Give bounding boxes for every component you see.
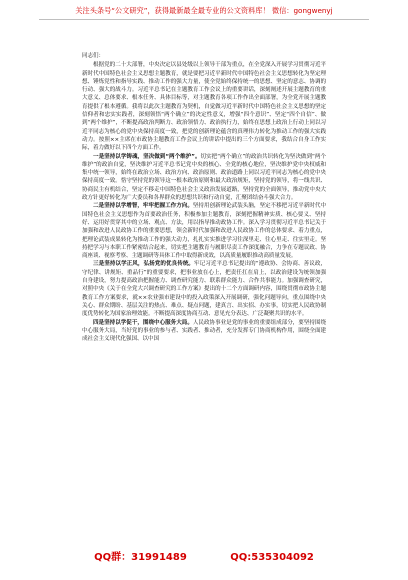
- qq-contact-text: QQ:535304092: [230, 552, 314, 563]
- paragraph-text: 牢记习近平总书记提出的“遵政协、会协商、善议政，守纪律、讲规矩、重品行”的重要要求，把事业放在心上，把责任扛在肩上，以政治建设为统领加强自身建设，努力提高政治把握能力、调查研究能力、联系群众能力、合作共事能力。加强调查研究，对照中央《关于在全党大兴调查研究的工作方案》提出的十二个方面调研内容，围绕贯彻市政协主题教育工作方案要求，就××农业强市建设中的投入政策深入开展调研，强化问题导向，重点围绕中央关心、群众期盼、基层关注的热点、难点、疑点问题，建真言、出实招、办实事，切实把人民政协制度优势转化为国家治理效能。不断提高深度协商互动、意见充分表达、广泛凝聚共识的水平。: [82, 261, 326, 318]
- promo-banner: 关注头条号“公文研究”，获得最新最全最专业的公文资料库！ 微信：gongwenyj: [75, 6, 333, 15]
- qq-group-text: QQ群：31991489: [94, 552, 187, 563]
- paragraph-heading: 三是坚持以学正风，弘扬党的优良传统。: [93, 261, 195, 268]
- paragraph-p4: [82, 260, 326, 318]
- paragraph-text: 切实把“两个确立”的政治共识转化为坚决做到“两个维护”的政治自觉，坚决维护习近平总书记党中央的核心、全党的核心地位，坚决维护党中央权威和集中统一领导，始终在政治立场、政治方向、政治原则、政治道路上同以习近平同志为核心的党中央保持高度一致。恪守坚持党的领导这一根本政治原则和最大政治规矩，坚持党的领导，将一线共识、协商民主有机结合，坚定不移走中国特色社会主义政治发展道路，坚持党的全面领导，推动党中央大政方针更好转化为广大委员和各界群众的思想共识和行动自觉，汇聚团结奋斗强大合力。: [82, 153, 326, 202]
- page-header: [0, 6, 408, 20]
- paragraph-heading: 一是坚持以学铸魂，坚决做到“两个维护”。: [93, 153, 201, 160]
- paragraph-text: 根据党的二十大部署，中央决定以县处级以上领导干部为重点，在全党深入开展学习贯彻习近平新时代中国特色社会主义思想主题教育，就是要把习近平新时代中国特色社会主义思想转化为坚定理想、锤炼党性和指导实践、推动工作的强大力量，使全党始终保持统一的思想、坚定的意志、协调的行动、强大的战斗力。习近平总书记在主题教育工作会议上的重要讲话，深刻阐述开展主题教育的重大意义、总体要求、根本任务、具体目标等，对主题教育各项工作作出全面部署，为全党开展主题教育提供了根本遵循。我将以此次主题教育为契机，自觉做习近平新时代中国特色社会主义思想的坚定信仰者和忠实实践者，深刻领悟“两个确立”的决定性意义，增强“四个意识”、坚定“四个自信”、做到“两个维护”，不断提高政治判断力、政治领悟力、政治执行力，始终在思想上政治上行动上同以习近平同志为核心的党中央保持高度一致，把党的创新理论蕴含的真理伟力转化为推动工作的强大实践动力。按照××主席在市政协主题教育工作会议上的讲话中提出的三个方面要求，我结合自身工作实际，着力做好以下四个方面工作。: [82, 62, 326, 152]
- paragraph-p2: [82, 153, 326, 203]
- greeting: 同志们：: [82, 53, 104, 59]
- paragraph-p5: [82, 319, 326, 344]
- paragraph-heading: 四是坚持以学促干，围绕中心服务大局。: [93, 319, 193, 326]
- paragraph-p3: [82, 202, 326, 260]
- paragraph-list: [82, 61, 326, 343]
- header-divider: [39, 19, 369, 20]
- paragraph-text: 人民政协事业是党的事业的重要组成部分，要坚持围绕中心服务大局，当好党的事业的参与者、实践者、推动者，充分发挥专门协商机构作用，围绕全面建成社会主义现代化强国、以中国: [82, 319, 326, 343]
- paragraph-text: 坚持用创新理论武装头脑，坚定不移把习近平新时代中国特色社会主义思想作为首要政治任务，积极参加主题教育，深刻把握精神实质、核心要义、坚持好、运用好贯穿其中的立场、观点、方法，用以指导推动政协工作。深入学习贯彻习近平总书记关于加强和改进人民政协工作的重要思想，领会新时代加强和改进人民政协工作的总体要求、着力重点，把理论武装成果转化为推动工作的强大动力，扎扎实实推进学习往深里走、往心里走、往实里走。坚持把学习与本职工作紧密结合起来，切实把主题教育与履职尽责工作深度融合，力争在专题议政、协商座谈、视察考察、主题调研等具体工作中取得新成效，以高质量履职推动高质量发展。: [82, 203, 326, 260]
- page-footer: [0, 548, 408, 563]
- document-body: [82, 52, 326, 552]
- paragraph-p1: [82, 61, 326, 152]
- paragraph-heading: 二是坚持以学增智，牢牢把握工作方向。: [93, 203, 193, 210]
